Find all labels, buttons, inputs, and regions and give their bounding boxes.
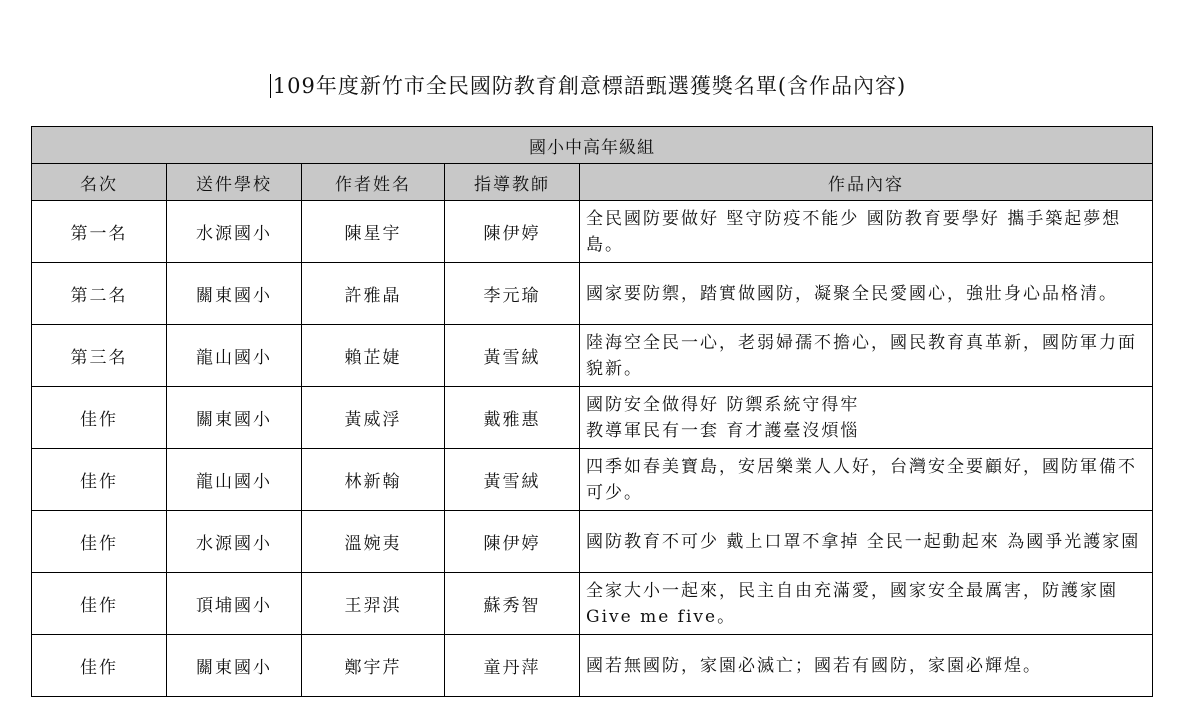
table-row (32, 449, 1153, 511)
table-row (32, 263, 1153, 325)
header-content: 作品內容 (580, 164, 1153, 201)
header-rank: 名次 (32, 164, 167, 201)
header-author: 作者姓名 (302, 164, 445, 201)
content-cell: 國防教育不可少 戴上口罩不拿掉 全民一起動起來 為國爭光護家園 (580, 511, 1153, 573)
school-cell: 關東國小 (167, 635, 302, 697)
content-cell: 四季如春美寶島，安居樂業人人好，台灣安全要顧好，國防軍備不可少。 (580, 449, 1153, 511)
table-row (32, 573, 1153, 635)
group-label: 國小中高年級組 (32, 127, 1153, 164)
rank-cell: 佳作 (32, 635, 167, 697)
school-cell: 關東國小 (167, 263, 302, 325)
author-cell: 鄭宇芹 (302, 635, 445, 697)
author-cell: 許雅晶 (302, 263, 445, 325)
text-cursor (270, 74, 271, 98)
rank-cell: 第三名 (32, 325, 167, 387)
teacher-cell: 黃雪絨 (445, 449, 580, 511)
header-teacher: 指導教師 (445, 164, 580, 201)
school-cell: 關東國小 (167, 387, 302, 449)
rank-cell: 第二名 (32, 263, 167, 325)
awards-table (31, 126, 1153, 697)
table-row (32, 201, 1153, 263)
column-header-row (32, 164, 1153, 201)
table-row (32, 635, 1153, 697)
content-cell: 國防安全做得好 防禦系統守得牢 教導軍民有一套 育才護臺沒煩惱 (580, 387, 1153, 449)
author-cell: 陳星宇 (302, 201, 445, 263)
author-cell: 林新翰 (302, 449, 445, 511)
school-cell: 龍山國小 (167, 325, 302, 387)
rank-cell: 佳作 (32, 387, 167, 449)
table-row (32, 325, 1153, 387)
content-cell: 全家大小一起來，民主自由充滿愛，國家安全最厲害，防護家園Give me five。 (580, 573, 1153, 635)
content-cell: 陸海空全民一心，老弱婦孺不擔心，國民教育真革新，國防軍力面貌新。 (580, 325, 1153, 387)
teacher-cell: 黃雪絨 (445, 325, 580, 387)
header-school: 送件學校 (167, 164, 302, 201)
school-cell: 水源國小 (167, 201, 302, 263)
author-cell: 溫婉夷 (302, 511, 445, 573)
group-header-row (32, 127, 1153, 164)
content-cell: 全民國防要做好 堅守防疫不能少 國防教育要學好 攜手築起夢想島。 (580, 201, 1153, 263)
teacher-cell: 童丹萍 (445, 635, 580, 697)
content-cell: 國家要防禦，踏實做國防，凝聚全民愛國心，強壯身心品格清。 (580, 263, 1153, 325)
content-cell: 國若無國防，家園必滅亡；國若有國防，家園必輝煌。 (580, 635, 1153, 697)
rank-cell: 佳作 (32, 573, 167, 635)
rank-cell: 第一名 (32, 201, 167, 263)
document-title-text: 109年度新竹市全民國防教育創意標語甄選獲獎名單(含作品內容) (272, 74, 907, 98)
school-cell: 龍山國小 (167, 449, 302, 511)
rank-cell: 佳作 (32, 511, 167, 573)
rank-cell: 佳作 (32, 449, 167, 511)
teacher-cell: 蘇秀智 (445, 573, 580, 635)
author-cell: 賴芷婕 (302, 325, 445, 387)
school-cell: 水源國小 (167, 511, 302, 573)
author-cell: 黃威浮 (302, 387, 445, 449)
author-cell: 王羿淇 (302, 573, 445, 635)
teacher-cell: 陳伊婷 (445, 511, 580, 573)
teacher-cell: 陳伊婷 (445, 201, 580, 263)
table-row (32, 387, 1153, 449)
teacher-cell: 戴雅惠 (445, 387, 580, 449)
teacher-cell: 李元瑜 (445, 263, 580, 325)
document-title (0, 70, 1176, 100)
table-row (32, 511, 1153, 573)
school-cell: 頂埔國小 (167, 573, 302, 635)
